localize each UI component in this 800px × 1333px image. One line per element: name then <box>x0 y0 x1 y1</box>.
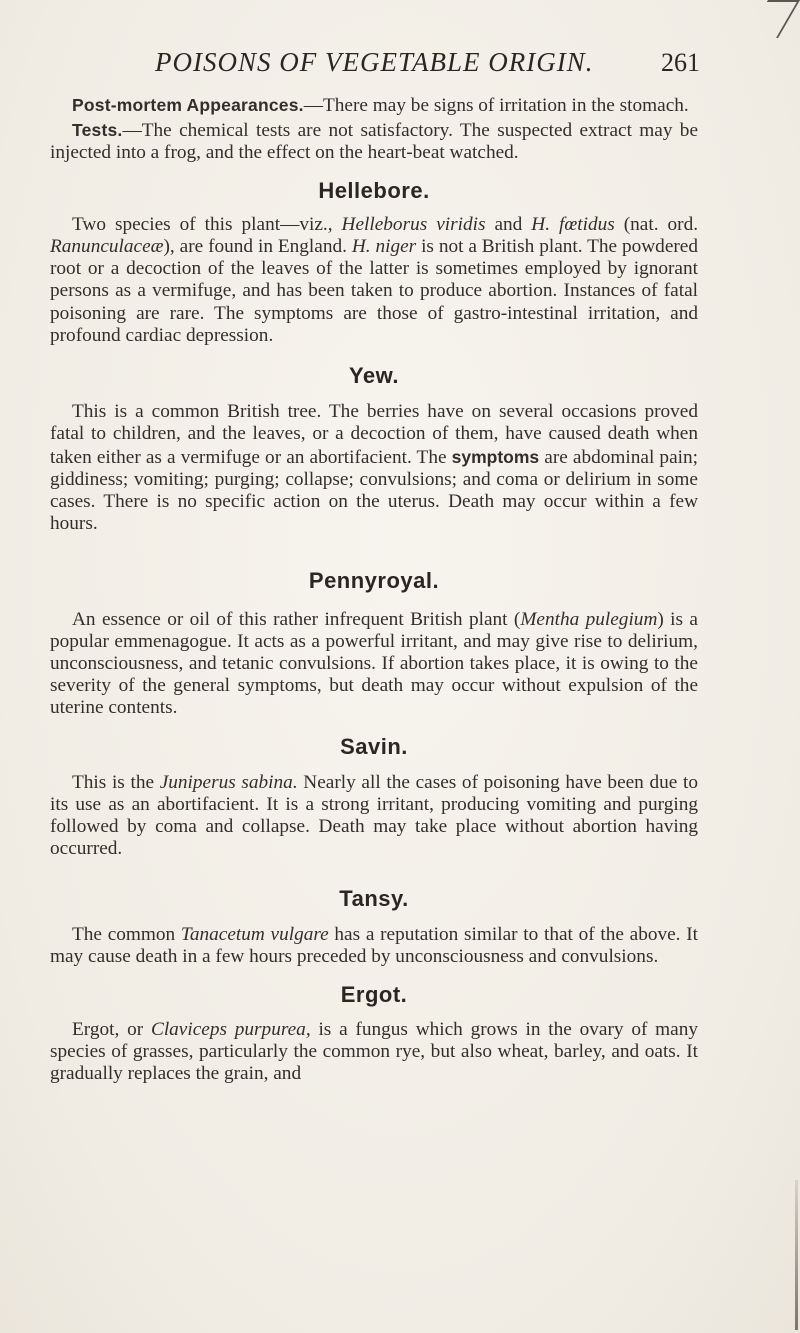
hellebore-heading: Hellebore. <box>318 177 430 203</box>
ergot-paragraph <box>50 1019 698 1086</box>
postmortem-paragraph <box>50 94 698 117</box>
pennyroyal-heading: Pennyroyal. <box>308 568 440 594</box>
tansy-paragraph <box>50 924 698 968</box>
hellebore-species-viridis: Helleborus viridis <box>341 213 486 235</box>
yew-paragraph <box>50 401 698 535</box>
tansy-heading: Tansy. <box>339 885 409 911</box>
ergot-species: Claviceps purpurea, <box>150 1018 311 1040</box>
page-body <box>50 94 698 1085</box>
savin-species: Juniperus sabina. <box>159 771 298 793</box>
intro-section <box>50 94 698 165</box>
savin-paragraph <box>50 772 698 861</box>
tests-label: Tests. <box>72 120 123 141</box>
ergot-text-2: is a fungus which grows in the ovary of many species of grasses, particularly the common rye, but also wheat, barley, and oats. It gradually replaces the grain, and <box>50 1018 699 1084</box>
hellebore-section <box>50 177 699 347</box>
hellebore-text-2: and <box>485 213 532 235</box>
hellebore-text-3: (nat. ord. <box>614 213 699 235</box>
yew-section <box>50 365 698 535</box>
postmortem-label: Post-mortem Appearances. <box>72 95 304 115</box>
pennyroyal-section <box>50 570 698 719</box>
hellebore-text-4: ), are found in England. <box>163 236 352 258</box>
yew-heading: Yew. <box>348 363 400 389</box>
hellebore-species-foetidus: H. fœtidus <box>531 213 615 235</box>
hellebore-text-5: is not a British plant. The powdered root or a decoction of the leaves of the latter is sometimes employed by ignorant persons as a vermifuge, and has been taken to produce abortion. Instances of fatal poisoning are rare. The symptoms are those of gastro-intestinal irritation, and profound cardiac depression. <box>50 236 699 346</box>
hellebore-paragraph <box>50 214 698 347</box>
pennyroyal-text-1: An essence or oil of this rather infrequent British plant ( <box>72 608 521 630</box>
ergot-section <box>50 984 698 1085</box>
yew-text-1: This is a common British tree. The berries have on several occasions proved fatal to children, and the leaves, or a decoction of them, have caused death when taken either as a vermifuge or an abortifacient. The <box>50 401 698 468</box>
savin-heading: Savin. <box>340 733 408 759</box>
savin-text-2: Nearly all the cases of poisoning have been due to its use as an abortifacient. It is a strong irritant, producing vomiting and purging followed by coma and collapse. Death may take place without abortion having occurred. <box>50 771 698 860</box>
running-title: POISONS OF VEGETABLE ORIGIN. <box>155 47 594 77</box>
ergot-heading: Ergot. <box>340 982 408 1008</box>
page-header <box>0 47 800 87</box>
pennyroyal-species: Mentha pulegium <box>520 608 658 630</box>
tansy-text-1: The common <box>72 923 181 945</box>
hellebore-text-1: Two species of this plant—viz., <box>72 213 342 235</box>
tests-text: —The chemical tests are not satisfactory. The suspected extract may be injected into a frog, and the effect on the heart-beat watched. <box>50 120 698 164</box>
tansy-text-2: has a reputation similar to that of the above. It may cause death in a few hours preceded by unconsciousness and convulsions. <box>50 923 698 968</box>
pennyroyal-text-2: ) is a popular emmenagogue. It acts as a powerful irritant, and may give rise to delirium, unconsciousness, and tetanic convulsions. If abortion takes place, it is owing to the severity of the general symptoms, but death may occur without expulsion of the uterine contents. <box>50 608 698 719</box>
tansy-species: Tanacetum vulgare <box>180 923 329 945</box>
hellebore-order: Ranunculaceæ <box>50 236 164 258</box>
hellebore-species-niger: H. niger <box>351 236 417 258</box>
tests-paragraph <box>50 119 698 164</box>
savin-text-1: This is the <box>72 771 160 793</box>
yew-text-2: are abdominal pain; giddiness; vomiting; purging; collapse; convulsions; and coma or delirium in some cases. There is no specific action on the uterus. Death may occur within a few hours. <box>50 446 698 535</box>
page-corner-mark <box>746 0 800 38</box>
pennyroyal-paragraph <box>50 609 698 720</box>
yew-symptoms-label: symptoms <box>451 446 540 467</box>
page-number: 261 <box>661 48 700 77</box>
postmortem-text: —There may be signs of irritation in the stomach. <box>303 95 689 116</box>
tansy-section <box>50 885 698 969</box>
page-edge-shadow <box>795 1180 798 1330</box>
ergot-text-1: Ergot, or <box>72 1018 151 1040</box>
savin-section <box>50 733 698 861</box>
